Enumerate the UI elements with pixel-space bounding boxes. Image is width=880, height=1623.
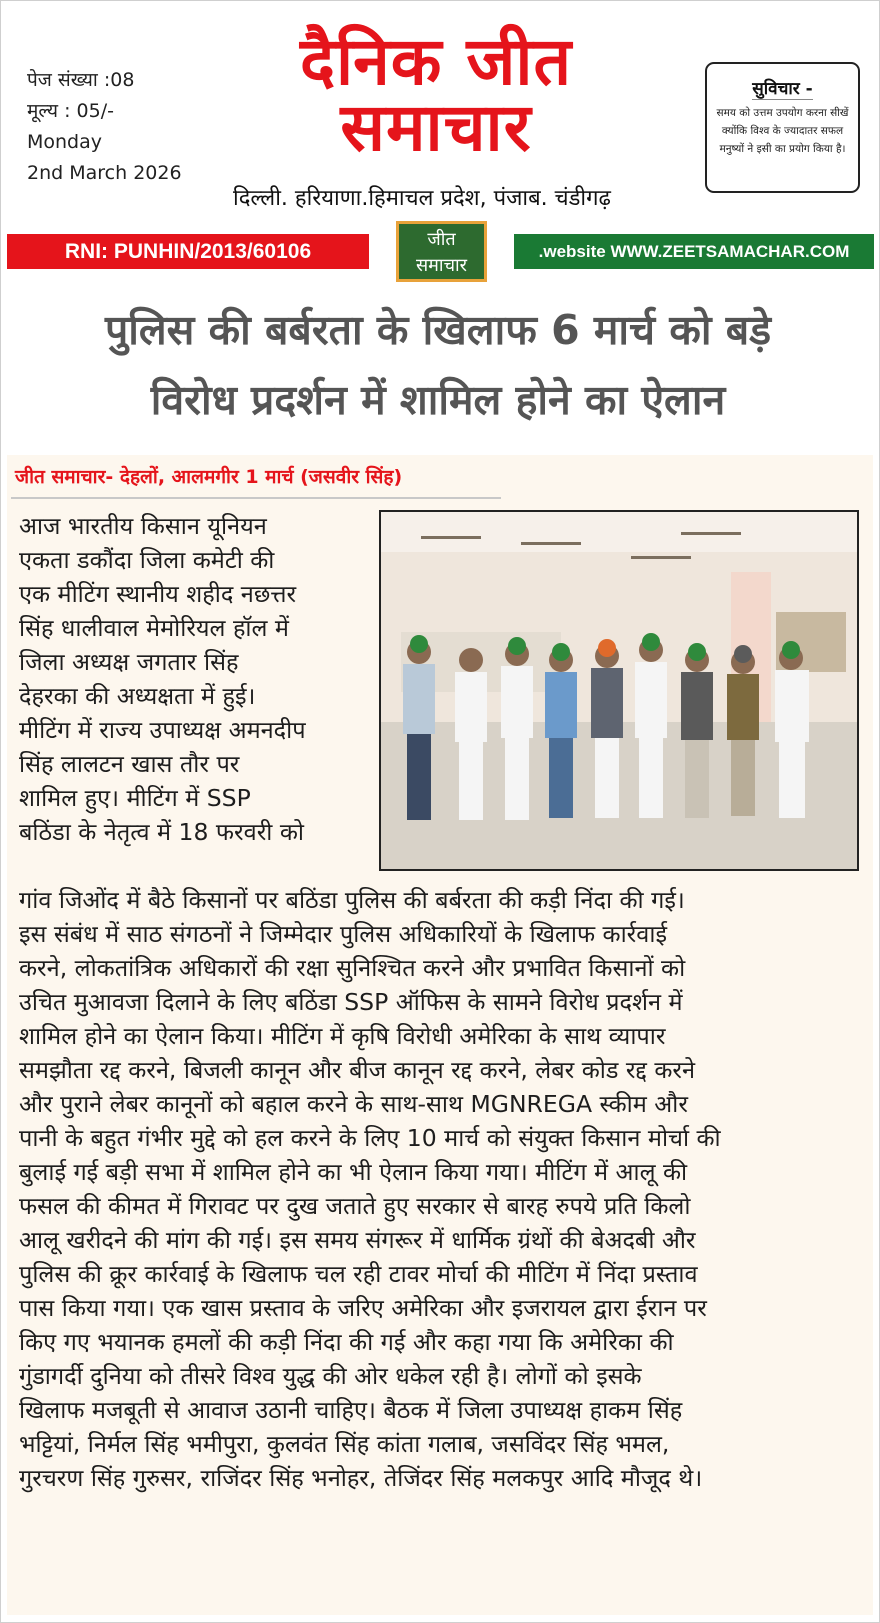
mini-logo [396, 221, 487, 282]
body-line: पास किया गया। एक खास प्रस्ताव के जरिए अमेरिका और इजरायल द्वारा ईरान पर [19, 1294, 707, 1322]
date: 2nd March 2026 [27, 162, 182, 184]
body-line: किए गए भयानक हमलों की कड़ी निंदा की गई और कहा गया कि अमेरिका की [19, 1328, 674, 1356]
article-byline: जीत समाचार- देहलों, आलमगीर 1 मार्च (जसवीर सिंह) [15, 466, 403, 488]
masthead-meta [27, 65, 182, 189]
thought-title: सुविचार - [752, 76, 812, 100]
body-line: इस संबंध में साठ संगठनों ने जिम्मेदार पुलिस अधिकारियों के खिलाफ कार्रवाई [19, 920, 667, 948]
body-line: शामिल हुए। मीटिंग में SSP [19, 784, 251, 812]
group-photo-illustration [381, 512, 857, 869]
body-line: समझौता रद्द करने, बिजली कानून और बीज कानून रद्द करने, लेबर कोड रद्द करने [19, 1056, 696, 1084]
body-line: पुलिस की क्रूर कार्रवाई के खिलाफ चल रही टावर मोर्चा की मीटिंग में निंदा प्रस्ताव [19, 1260, 698, 1288]
body-line: आलू खरीदने की मांग की गई। इस समय संगरूर में धार्मिक ग्रंथों की बेअदबी और [19, 1226, 696, 1254]
body-line: एकता डकौंदा जिला कमेटी की [19, 546, 275, 574]
website-link[interactable]: .website WWW.ZEETSAMACHAR.COM [514, 234, 874, 269]
article-text-narrow-column [19, 509, 369, 849]
body-line: करने, लोकतांत्रिक अधिकारों की रक्षा सुनिश्चित करने और प्रभावित किसानों को [19, 954, 686, 982]
coverage-regions: दिल्ली. हरियाणा.हिमाचल प्रदेश, पंजाब. चंडीगढ़ [233, 186, 611, 211]
body-line: शामिल होने का ऐलान किया। मीटिंग में कृषि विरोधी अमेरिका के साथ व्यापार [19, 1022, 666, 1050]
thought-text: समय को उत्तम उपयोग करना सीखें क्योंकि विश्व के ज्यादातर सफल मनुष्यों ने इसी का प्रयोग किया है। [716, 107, 849, 155]
page-count: पेज संख्या :08 [27, 69, 135, 91]
body-line: सिंह लालटन खास तौर पर [19, 750, 240, 778]
body-line: और पुराने लेबर कानूनों को बहाल करने के साथ-साथ MGNREGA स्कीम और [19, 1090, 688, 1118]
mini-logo-line-2: समाचार [415, 255, 468, 276]
day: Monday [27, 131, 103, 153]
body-line: एक मीटिंग स्थानीय शहीद नछत्तर [19, 580, 297, 608]
article-text-full-width [19, 883, 863, 1495]
newspaper-logo [251, 23, 621, 166]
body-line: गांव जिओंद में बैठे किसानों पर बठिंडा पुलिस की बर्बरता की कड़ी निंदा की गई। [19, 886, 685, 914]
body-line: उचित मुआवजा दिलाने के लिए बठिंडा SSP ऑफिस के सामने विरोध प्रदर्शन में [19, 988, 683, 1016]
thought-of-the-day-box [705, 62, 860, 193]
body-line: गुरचरण सिंह गुरुसर, राजिंदर सिंह भनोहर, तेजिंदर सिंह मलकपुर आदि मौजूद थे। [19, 1464, 703, 1492]
brand-line-1: दैनिक जीत [299, 23, 573, 100]
body-line: खिलाफ मजबूती से आवाज उठानी चाहिए। बैठक में जिला उपाध्यक्ष हाकम सिंह [19, 1396, 683, 1424]
body-line: देहरका की अध्यक्षता में हुई। [19, 682, 256, 710]
byline-divider [11, 497, 501, 499]
body-line: फसल की कीमत में गिरावट पर दुख जताते हुए सरकार से बारह रुपये प्रति किलो [19, 1192, 691, 1220]
body-line: जिला अध्यक्ष जगतार सिंह [19, 648, 239, 676]
price: मूल्य : 05/- [27, 100, 114, 122]
article-headline [7, 295, 869, 435]
body-line: सिंह धालीवाल मेमोरियल हॉल में [19, 614, 289, 642]
body-line: आज भारतीय किसान यूनियन [19, 512, 267, 540]
headline-line-1: पुलिस की बर्बरता के खिलाफ 6 मार्च को बड़े [104, 306, 772, 354]
body-line: मीटिंग में राज्य उपाध्यक्ष अमनदीप [19, 716, 306, 744]
rni-number-bar: RNI: PUNHIN/2013/60106 [7, 234, 369, 269]
body-line: बठिंडा के नेतृत्व में 18 फरवरी को [19, 818, 305, 846]
body-line: बुलाई गई बड़ी सभा में शामिल होने का भी ऐलान किया गया। मीटिंग में आलू की [19, 1158, 688, 1186]
body-line: पानी के बहुत गंभीर मुद्दे को हल करने के लिए 10 मार्च को संयुक्त किसान मोर्चा की [19, 1124, 721, 1152]
body-line: भट्टियां, निर्मल सिंह भमीपुरा, कुलवंत सिंह कांता गलाब, जसविंदर सिंह भमल, [19, 1430, 670, 1458]
mini-logo-line-1: जीत [427, 229, 456, 250]
brand-line-2: समाचार [340, 89, 532, 166]
meeting-group-photo [379, 510, 859, 871]
body-line: गुंडागर्दी दुनिया को तीसरे विश्व युद्ध की ओर धकेल रही है। लोगों को इसके [19, 1362, 642, 1390]
headline-line-2: विरोध प्रदर्शन में शामिल होने का ऐलान [150, 376, 726, 424]
